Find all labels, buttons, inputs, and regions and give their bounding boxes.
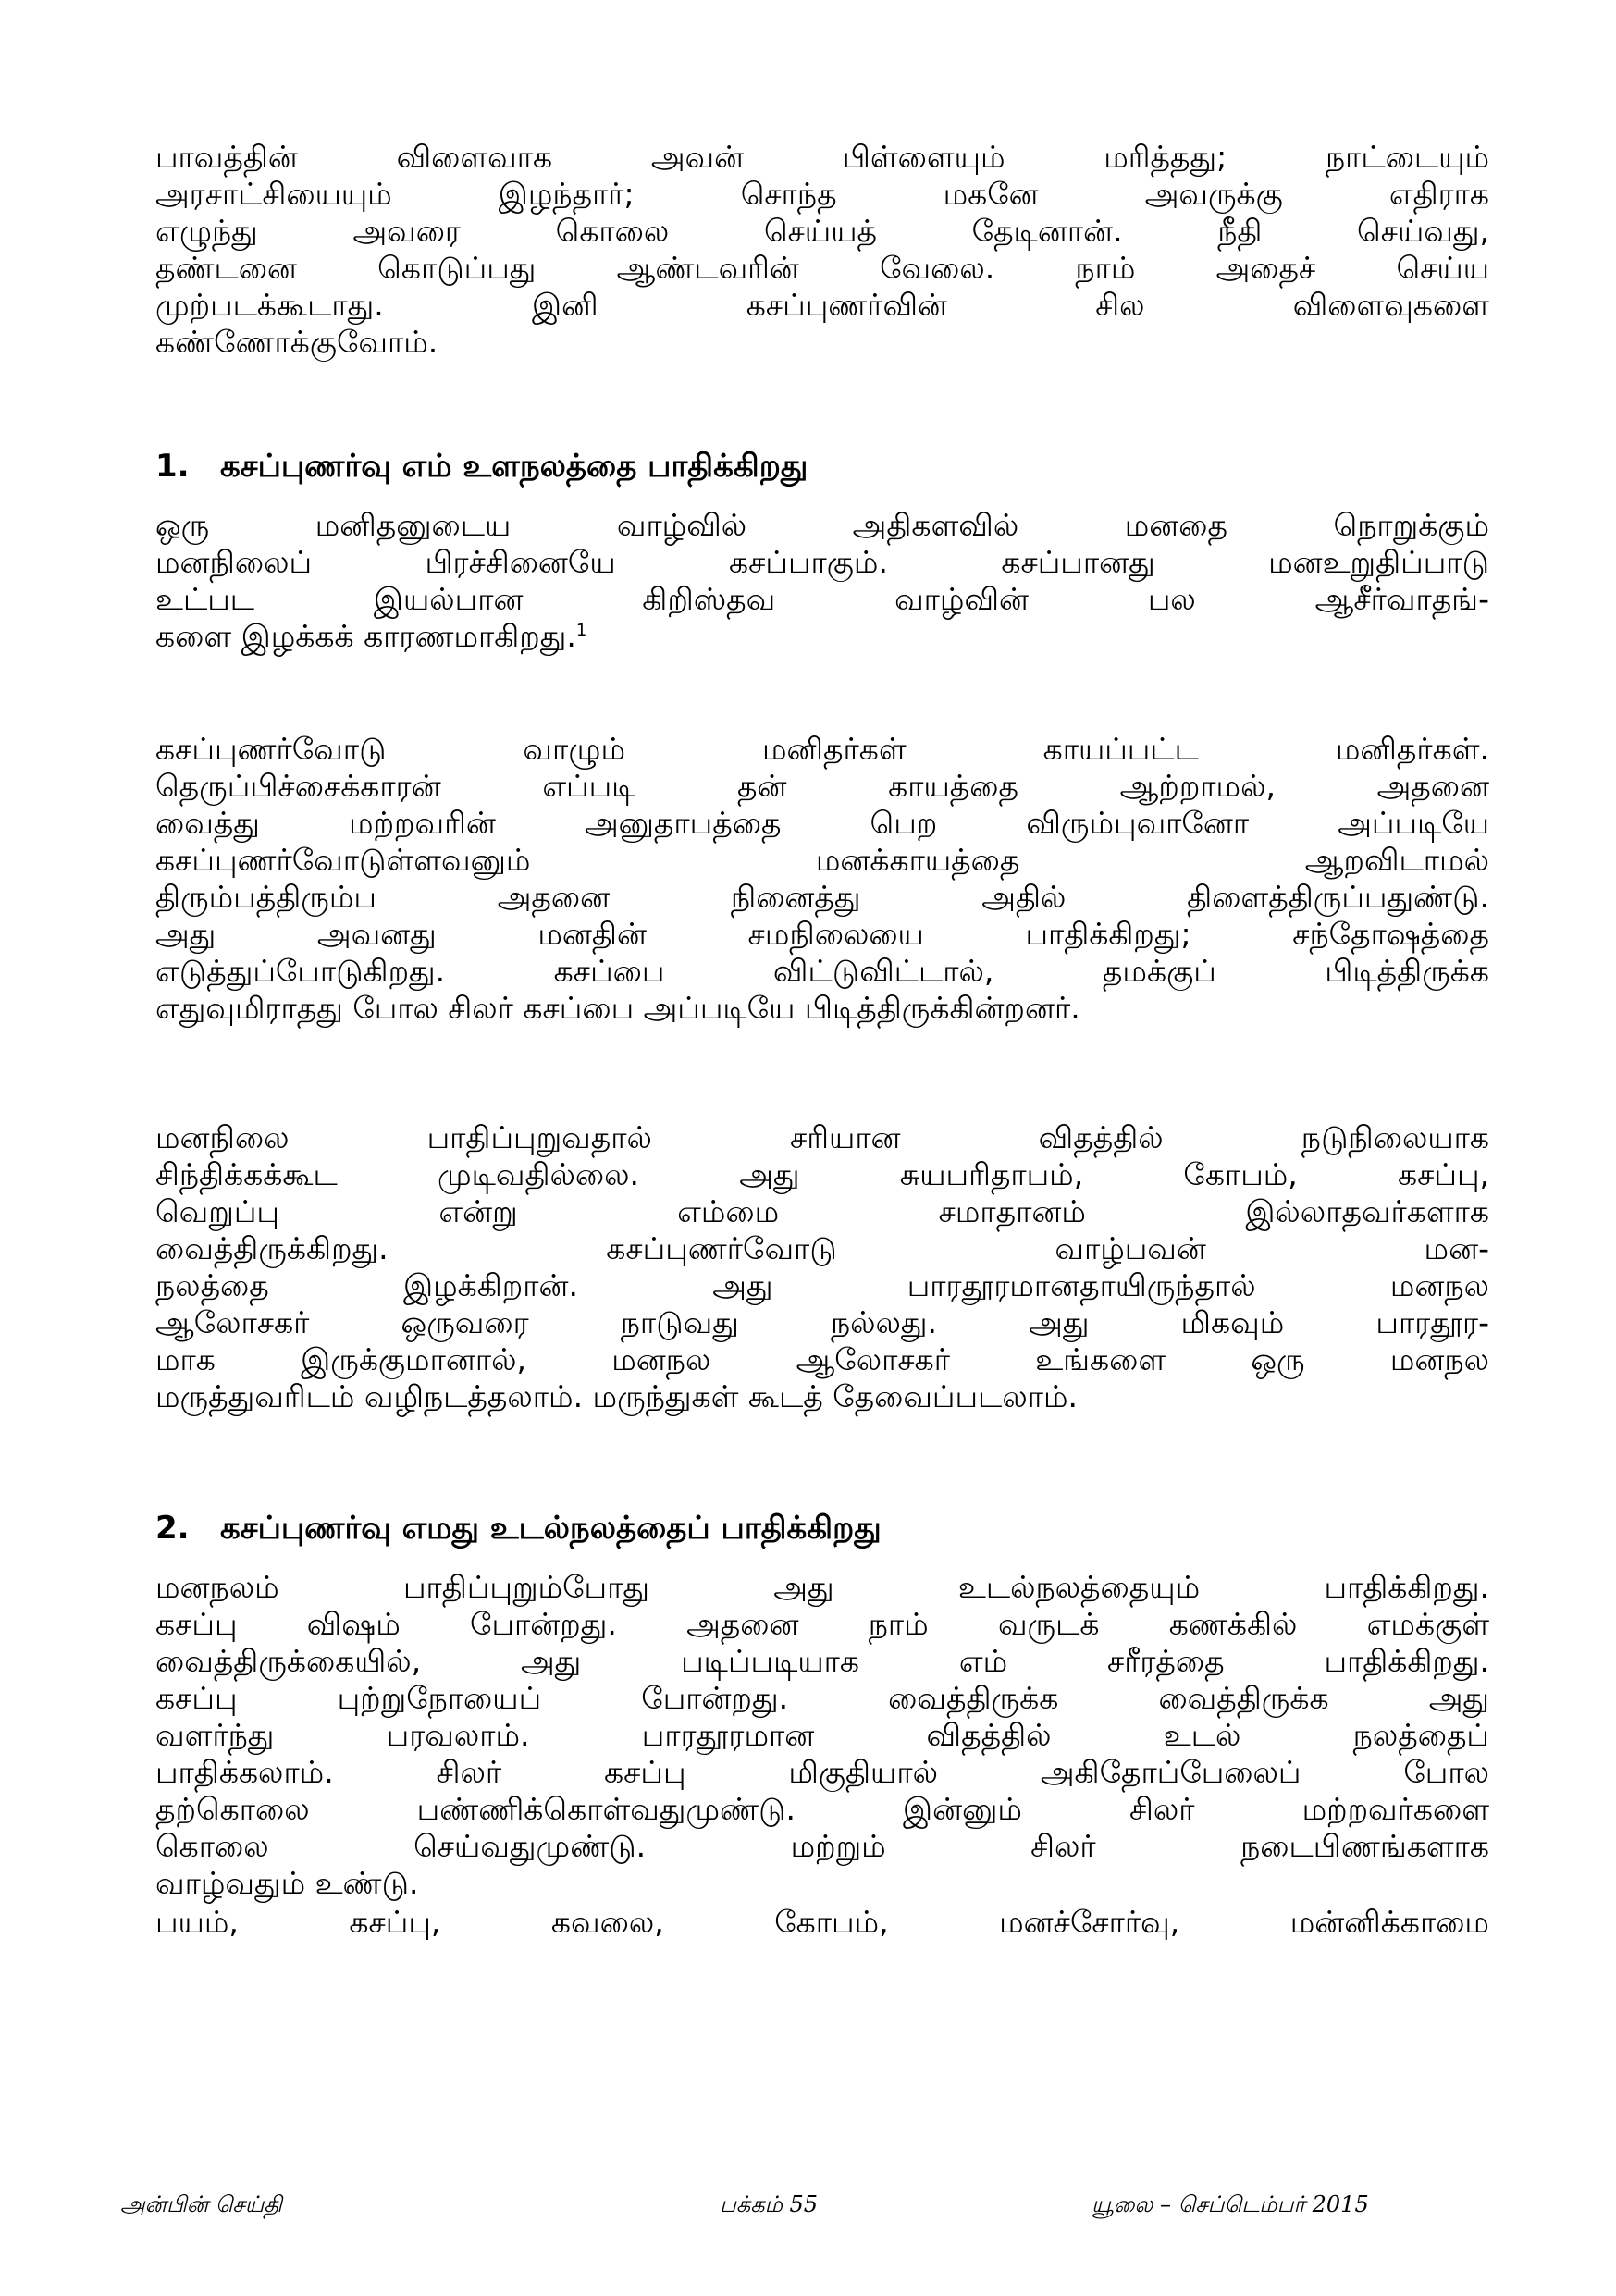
text-line: மாக இருக்குமானால், மனநல ஆலோசகர் உங்களை ஒரு மனநல xyxy=(155,1341,1489,1377)
text-line: திரும்பத்திரும்ப அதனை நினைத்து அதில் திளைத்திருப்பதுண்டு. xyxy=(155,879,1489,915)
paragraph-physical-health xyxy=(155,1569,1489,1902)
text-line: அது அவனது மனதின் சமநிலையை பாதிக்கிறது; சந்தோஷத்தை xyxy=(155,916,1489,952)
section-number: 1. xyxy=(155,448,190,485)
text-line: எதுவுமிராதது போல சிலர் கசப்பை அப்படியே பிடித்திருக்கின்றனர். xyxy=(155,990,1080,1026)
text-line: மனநிலைப் பிரச்சினையே கசப்பாகும். கசப்பானது மனஉறுதிப்பாடு xyxy=(155,544,1489,580)
paragraph-intro xyxy=(155,139,1489,361)
text-line: ஒரு மனிதனுடைய வாழ்வில் அதிகளவில் மனதை நொறுக்கும் xyxy=(155,507,1489,543)
section-heading-1 xyxy=(155,446,1489,487)
text-line: சிந்திக்கக்கூட முடிவதில்லை. அது சுயபரிதாபம், கோபம், கசப்பு, xyxy=(155,1156,1489,1192)
text-line: மனநலம் பாதிப்புறும்போது அது உடல்நலத்தையும் பாதிக்கிறது. xyxy=(155,1569,1489,1605)
text-line: உட்பட இயல்பான கிறிஸ்தவ வாழ்வின் பல ஆசீர்வாதங்- xyxy=(155,581,1489,617)
paragraph-emotions-list xyxy=(155,1904,1489,1941)
footer-publication-title: அன்பின் செய்தி xyxy=(120,2191,282,2217)
footer-page-number: பக்கம் 55 xyxy=(720,2191,819,2217)
section-number: 2. xyxy=(155,1510,190,1547)
text-line: வாழ்வதும் உண்டு. xyxy=(155,1865,419,1901)
text-line: தெருப்பிச்சைக்காரன் எப்படி தன் காயத்தை ஆற்றாமல், அதனை xyxy=(155,768,1489,804)
text-line: கசப்புணர்வோடு வாழும் மனிதர்கள் காயப்பட்ட மனிதர்கள். xyxy=(155,731,1489,767)
text-line: வைத்து மற்றவரின் அனுதாபத்தை பெற விரும்புவானோ அப்படியே xyxy=(155,805,1489,841)
text-line: எழுந்து அவரை கொலை செய்யத் தேடினான். நீதி செய்வது, xyxy=(155,213,1489,249)
text-line: வளர்ந்து பரவலாம். பாரதூரமான விதத்தில் உடல் நலத்தைப் xyxy=(155,1717,1489,1753)
text-line: கொலை செய்வதுமுண்டு. மற்றும் சிலர் நடைபிணங்களாக xyxy=(155,1828,1489,1864)
section-heading-2 xyxy=(155,1508,1489,1549)
text-line: வைத்திருக்கையில், அது படிப்படியாக எம் சரீரத்தை பாதிக்கிறது. xyxy=(155,1643,1489,1679)
section-title: கசப்புணர்வு எமது உடல்நலத்தைப் பாதிக்கிறது xyxy=(220,1510,882,1547)
text-line: பாவத்தின் விளைவாக அவன் பிள்ளையும் மரித்தது; நாட்டையும் xyxy=(155,139,1489,175)
text-line: பயம், கசப்பு, கவலை, கோபம், மனச்சோர்வு, மன்னிக்காமை xyxy=(155,1904,1489,1940)
paragraph-mental-health xyxy=(155,507,1489,655)
text-line: மருத்துவரிடம் வழிநடத்தலாம். மருந்துகள் கூடத் தேவைப்படலாம். xyxy=(155,1378,1078,1414)
text-line: தண்டனை கொடுப்பது ஆண்டவரின் வேலை. நாம் அதைச் செய்ய xyxy=(155,250,1489,286)
footnote-marker: 1 xyxy=(575,621,587,640)
text-line: பாதிக்கலாம். சிலர் கசப்பு மிகுதியால் அகிதோப்பேலைப் போல xyxy=(155,1754,1489,1790)
text-line: மனநிலை பாதிப்புறுவதால் சரியான விதத்தில் நடுநிலையாக xyxy=(155,1119,1489,1155)
text-line: வெறுப்பு என்று எம்மை சமாதானம் இல்லாதவர்களாக xyxy=(155,1193,1489,1229)
text-line: கசப்புணர்வோடுள்ளவனும் மனக்காயத்தை ஆறவிடாமல் xyxy=(155,842,1489,878)
text-segment: களை இழக்கக் காரணமாகிறது. xyxy=(155,618,576,654)
text-line: கசப்பு விஷம் போன்றது. அதனை நாம் வருடக் கணக்கில் எமக்குள் xyxy=(155,1606,1489,1642)
text-line: அரசாட்சியையும் இழந்தார்; சொந்த மகனே அவருக்கு எதிராக xyxy=(155,176,1489,212)
paragraph-balance xyxy=(155,1119,1489,1415)
text-line: நலத்தை இழக்கிறான். அது பாரதூரமானதாயிருந்தால் மனநல xyxy=(155,1267,1489,1303)
text-line: முற்படக்கூடாது. இனி கசப்புணர்வின் சில விளைவுகளை xyxy=(155,287,1489,323)
text-line: கண்ணோக்குவோம். xyxy=(155,324,438,360)
text-line: தற்கொலை பண்ணிக்கொள்வதுமுண்டு. இன்னும் சிலர் மற்றவர்களை xyxy=(155,1791,1489,1827)
text-line xyxy=(155,618,1489,655)
footer-issue-date: யூலை – செப்டெம்பர் 2015 xyxy=(1092,2191,1369,2217)
text-line: எடுத்துப்போடுகிறது. கசப்பை விட்டுவிட்டால், தமக்குப் பிடித்திருக்க xyxy=(155,953,1489,989)
text-line: கசப்பு புற்றுநோயைப் போன்றது. வைத்திருக்க வைத்திருக்க அது xyxy=(155,1680,1489,1716)
section-title: கசப்புணர்வு எம் உளநலத்தை பாதிக்கிறது xyxy=(220,448,808,485)
text-line: ஆலோசகர் ஒருவரை நாடுவது நல்லது. அது மிகவும் பாரதூர- xyxy=(155,1304,1489,1340)
paragraph-wounded xyxy=(155,731,1489,1027)
text-line: வைத்திருக்கிறது. கசப்புணர்வோடு வாழ்பவன் மன- xyxy=(155,1230,1489,1266)
